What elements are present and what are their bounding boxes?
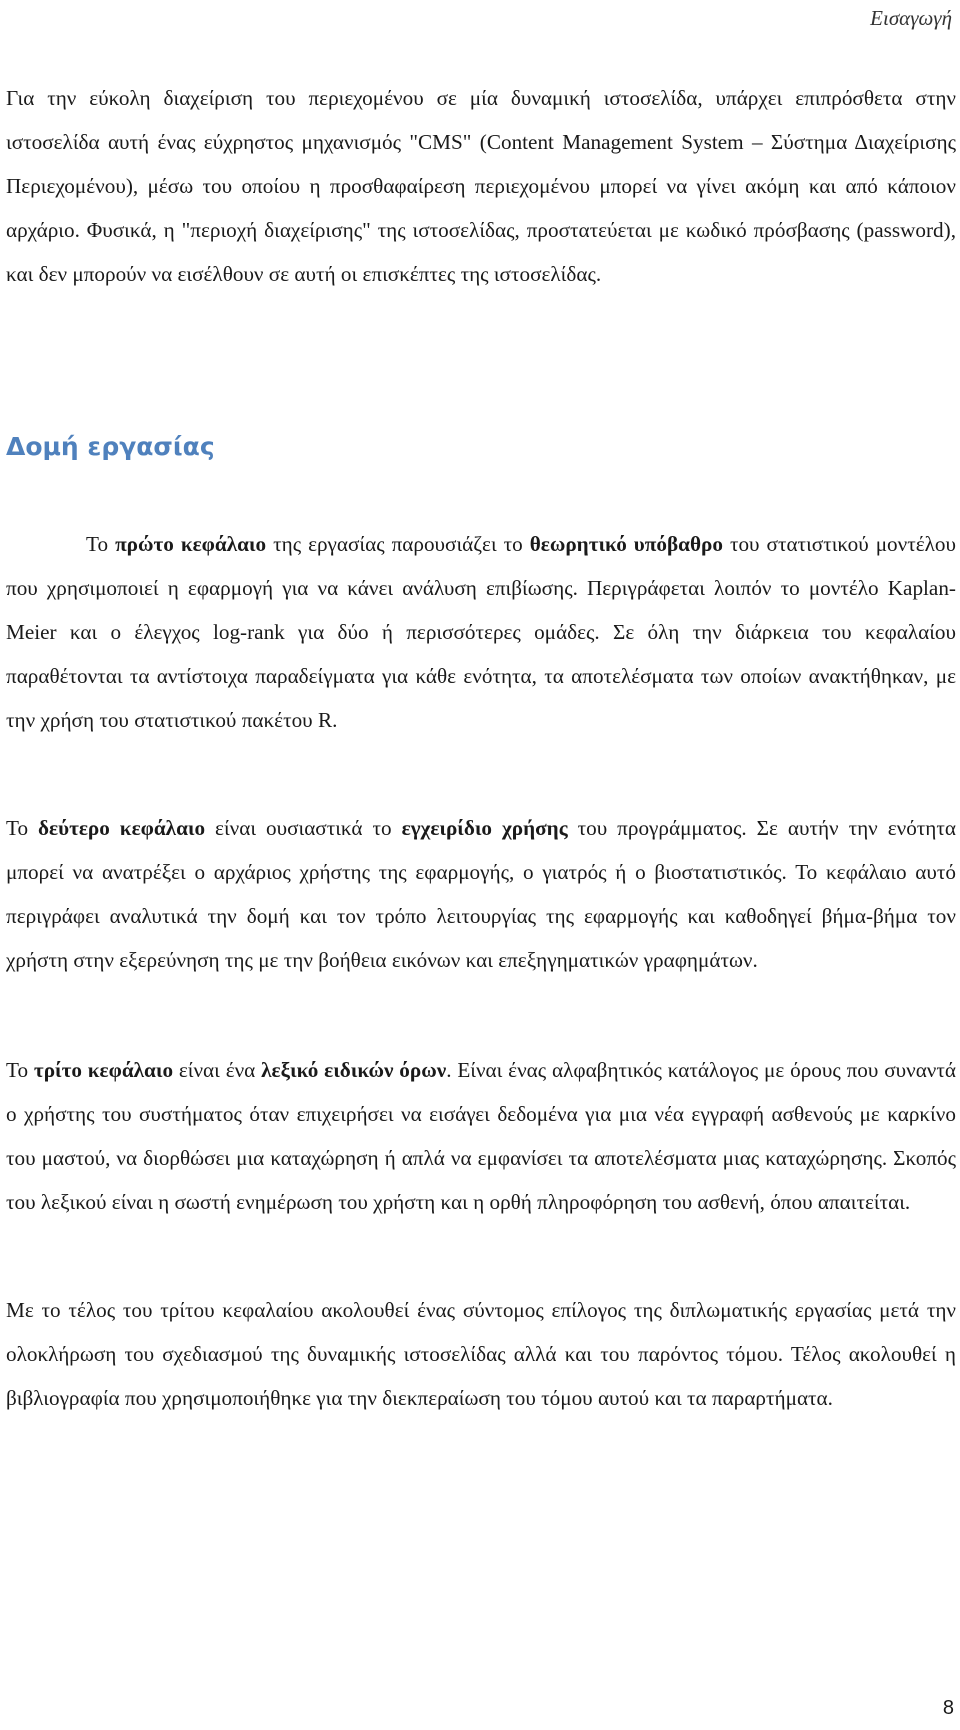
paragraph-text: είναι ένα [173, 1058, 262, 1082]
page-number: 8 [942, 1697, 954, 1719]
bold-term: πρώτο κεφάλαιο [115, 532, 267, 556]
paragraph-chapter-1 [6, 522, 956, 742]
bold-term: εγχειρίδιο χρήσης [401, 816, 568, 840]
paragraph-chapter-2 [6, 806, 956, 982]
paragraph-closing: Με το τέλος του τρίτου κεφαλαίου ακολουθεί ένας σύντομος επίλογος της διπλωματικής εργασίας μετά την ολοκλήρωση του σχεδιασμού της δυναμικής ιστοσελίδας αλλά και του παρόντος τόμου. Τέλος ακολουθεί η βιβλιογραφία που χρησιμοποιήθηκε για την διεκπεραίωση του τόμου αυτού και τα παραρτήματα. [6, 1298, 956, 1410]
paragraph-text: Το [86, 532, 116, 556]
paragraph-chapter-3 [6, 1048, 956, 1224]
bold-term: θεωρητικό υπόβαθρο [529, 532, 723, 556]
paragraph-text: του στατιστικού μοντέλου που χρησιμοποιεί η εφαρμογή για να κάνει ανάλυση επιβίωσης. Περιγράφεται λοιπόν το μοντέλο Kaplan-Meier και ο έλεγχος log-rank για δύο ή περισσότερες ομάδες. Σε όλη την διάρκεια του κεφαλαίου παραθέτονται τα αντίστοιχα παραδείγματα για κάθε ενότητα, τα αποτελέσματα των οποίων ανακτήθηκαν, με την χρήση του στατιστικού πακέτου R. [6, 532, 956, 732]
bold-term: τρίτο κεφάλαιο [33, 1058, 174, 1082]
bold-term: λεξικό ειδικών όρων [261, 1058, 447, 1082]
paragraph-text: του προγράμματος. Σε αυτήν την ενότητα μπορεί να ανατρέξει ο αρχάριος χρήστης της εφαρμογής, ο γιατρός ή ο βιοστατιστικός. Το κεφάλαιο αυτό περιγράφει αναλυτικά την δομή και τον τρόπο λειτουργίας της εφαρμογής και καθοδηγεί βήμα-βήμα τον χρήστη στην εξερεύνηση της με την βοήθεια εικόνων και επεξηγηματικών γραφημάτων. [6, 816, 957, 972]
intro-paragraph: Για την εύκολη διαχείριση του περιεχομένου σε μία δυναμική ιστοσελίδα, υπάρχει επιπρόσθετα στην ιστοσελίδα αυτή ένας εύχρηστος μηχανισμός "CMS" (Content Management System – Σύστημα Διαχείρισης Περιεχομένου), μέσω του οποίου η προσθαφαίρεση περιεχομένου μπορεί να γίνει ακόμη και από κάποιον αρχάριο. Φυσικά, η "περιοχή διαχείρισης" της ιστοσελίδας, προστατεύεται με κωδικό πρόσβασης (password), και δεν μπορούν να εισέλθουν σε αυτή οι επισκέπτες της ιστοσελίδας. [6, 86, 956, 286]
running-header: Εισαγωγή [870, 6, 952, 30]
paragraph-text: της εργασίας παρουσιάζει το [266, 532, 530, 556]
paragraph-text: είναι ουσιαστικά το [205, 816, 402, 840]
bold-term: δεύτερο κεφάλαιο [38, 816, 206, 840]
paragraph-text: Το [6, 1058, 34, 1082]
paragraph-text: Το [6, 816, 39, 840]
paragraph-text: . Είναι ένας αλφαβητικός κατάλογος με όρους που συναντά ο χρήστης του συστήματος όταν επιχειρήσει να εισάγει δεδομένα για μια νέα εγγραφή ασθενούς με καρκίνο του μαστού, να διορθώσει μια καταχώρηση ή απλά να εμφανίσει τα αποτελέσματα μιας καταχώρησης. Σκοπός του λεξικού είναι η σωστή ενημέρωση του χρήστη και η ορθή πληροφόρηση του ασθενή, όπου απαιτείται. [6, 1058, 956, 1214]
section-heading: Δομή εργασίας [6, 432, 215, 461]
